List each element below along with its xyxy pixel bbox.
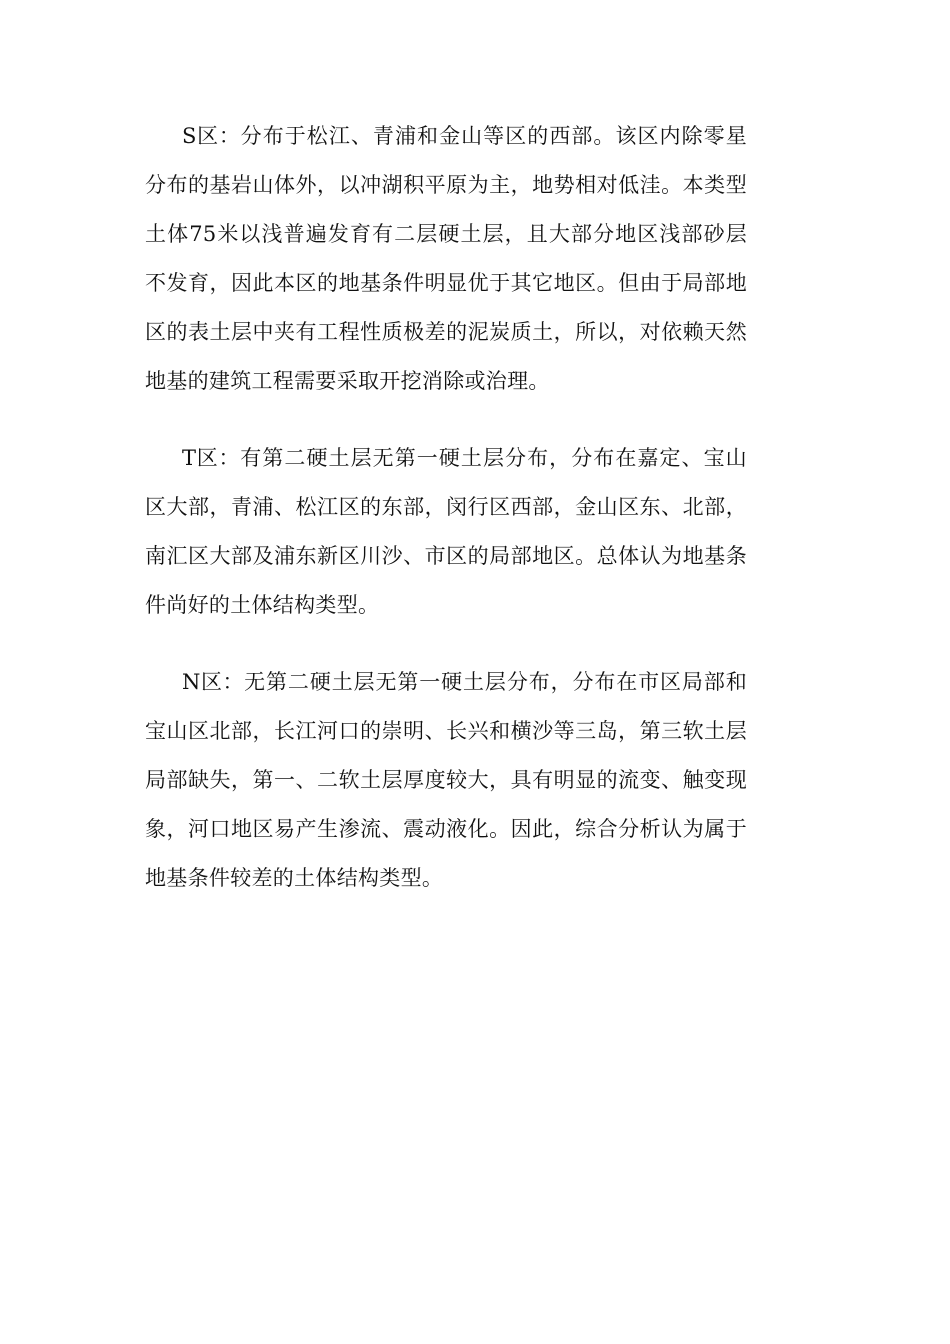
- paragraph-n-zone: [145, 658, 747, 903]
- paragraph-text-t: 有第二硬土层无第一硬土层分布，分布在嘉定、宝山区大部，青浦、松江区的东部，闵行区西部，金山区东、北部，南汇区大部及浦东新区川沙、市区的局部地区。总体认为地基条件尚好的土体结构类型。: [145, 446, 747, 617]
- document-body: [145, 112, 747, 931]
- paragraph-t-zone: [145, 434, 747, 630]
- zone-label-s: S区：: [182, 124, 241, 148]
- zone-label-n: N区：: [182, 670, 245, 694]
- paragraph-text-n: 无第二硬土层无第一硬土层分布，分布在市区局部和宝山区北部，长江河口的崇明、长兴和横沙等三岛，第三软土层局部缺失，第一、二软土层厚度较大，具有明显的流变、触变现象，河口地区易产生渗流、震动液化。因此，综合分析认为属于地基条件较差的土体结构类型。: [145, 670, 748, 890]
- zone-label-t: T区：: [182, 446, 241, 470]
- paragraph-text-s: 分布于松江、青浦和金山等区的西部。该区内除零星分布的基岩山体外，以冲湖积平原为主，地势相对低洼。本类型土体75米以浅普遍发育有二层硬土层，且大部分地区浅部砂层不发育，因此本区的地基条件明显优于其它地区。但由于局部地区的表土层中夹有工程性质极差的泥炭质土，所以，对依赖天然地基的建筑工程需要采取开挖消除或治理。: [145, 124, 747, 393]
- paragraph-s-zone: [145, 112, 747, 406]
